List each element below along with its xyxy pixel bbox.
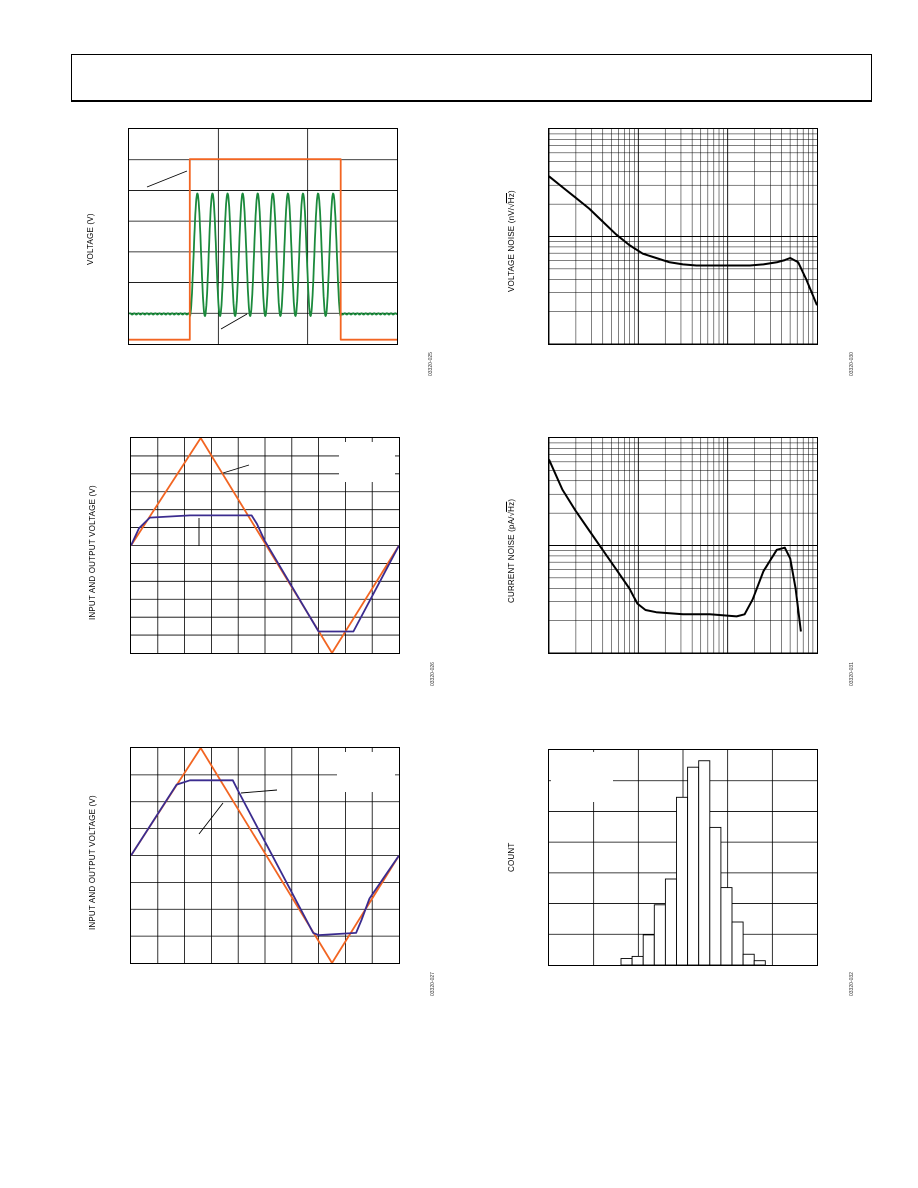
output-clipping-plot-1: [130, 437, 400, 654]
chart-svg: [131, 438, 399, 653]
histogram-bar: [710, 827, 721, 965]
page-header-box: [71, 54, 872, 102]
figure-code: 03320-032: [849, 972, 855, 996]
y-axis-label-end: ): [507, 498, 516, 502]
series-green-burst: [129, 194, 397, 317]
y-axis-label: INPUT AND OUTPUT VOLTAGE (V): [88, 795, 97, 930]
figure-code: 03320-027: [430, 972, 436, 996]
voltage-noise-plot: [548, 128, 818, 345]
count-histogram-plot: [548, 749, 818, 966]
output-clipping-plot-2: [130, 747, 400, 964]
histogram-bar: [754, 961, 765, 965]
histogram-bar: [665, 879, 676, 965]
y-axis-label: INPUT AND OUTPUT VOLTAGE (V): [88, 485, 97, 620]
annotation-arrow: [221, 314, 247, 329]
histogram-bar: [721, 888, 732, 965]
y-axis-label-text: CURRENT NOISE (pA/√: [507, 511, 516, 603]
legend-box: [339, 442, 395, 482]
series-voltage-noise: [549, 176, 817, 305]
figure-code: 03320-031: [849, 662, 855, 686]
chart-svg: [129, 129, 397, 344]
figure-code: 03320-030: [849, 352, 855, 376]
y-axis-label: COUNT: [507, 842, 516, 872]
y-axis-label-text: VOLTAGE NOISE (nV/√: [507, 203, 516, 292]
y-axis-label: [507, 499, 516, 603]
chart-svg: [131, 748, 399, 963]
histogram-bar: [654, 905, 665, 965]
y-axis-label-end: ): [507, 190, 516, 193]
histogram-bar: [743, 954, 754, 965]
figure-code: 03320-025: [428, 352, 434, 376]
histogram-bar: [699, 761, 710, 965]
y-axis-label-sqrt: Hz: [507, 501, 516, 512]
histogram-bar: [688, 767, 699, 965]
histogram-bar: [677, 797, 688, 965]
histogram-bar: [621, 959, 632, 965]
figure-code: 03320-026: [430, 662, 436, 686]
histogram-bar: [632, 956, 643, 965]
y-axis-label: VOLTAGE (V): [86, 213, 95, 265]
y-axis-label-sqrt: Hz: [507, 193, 516, 204]
annotation-arrow: [241, 790, 277, 793]
legend-box: [337, 752, 395, 792]
histogram-bar: [643, 935, 654, 965]
chart-svg: [549, 750, 817, 965]
annotation-arrow: [147, 171, 187, 187]
annotation-arrow: [223, 465, 249, 473]
legend-box: [551, 752, 613, 802]
pulse-response-plot: [128, 128, 398, 345]
y-axis-label: [507, 190, 516, 292]
current-noise-plot: [548, 437, 818, 654]
chart-svg: [549, 438, 817, 653]
chart-svg: [549, 129, 817, 344]
histogram-bar: [732, 922, 743, 965]
